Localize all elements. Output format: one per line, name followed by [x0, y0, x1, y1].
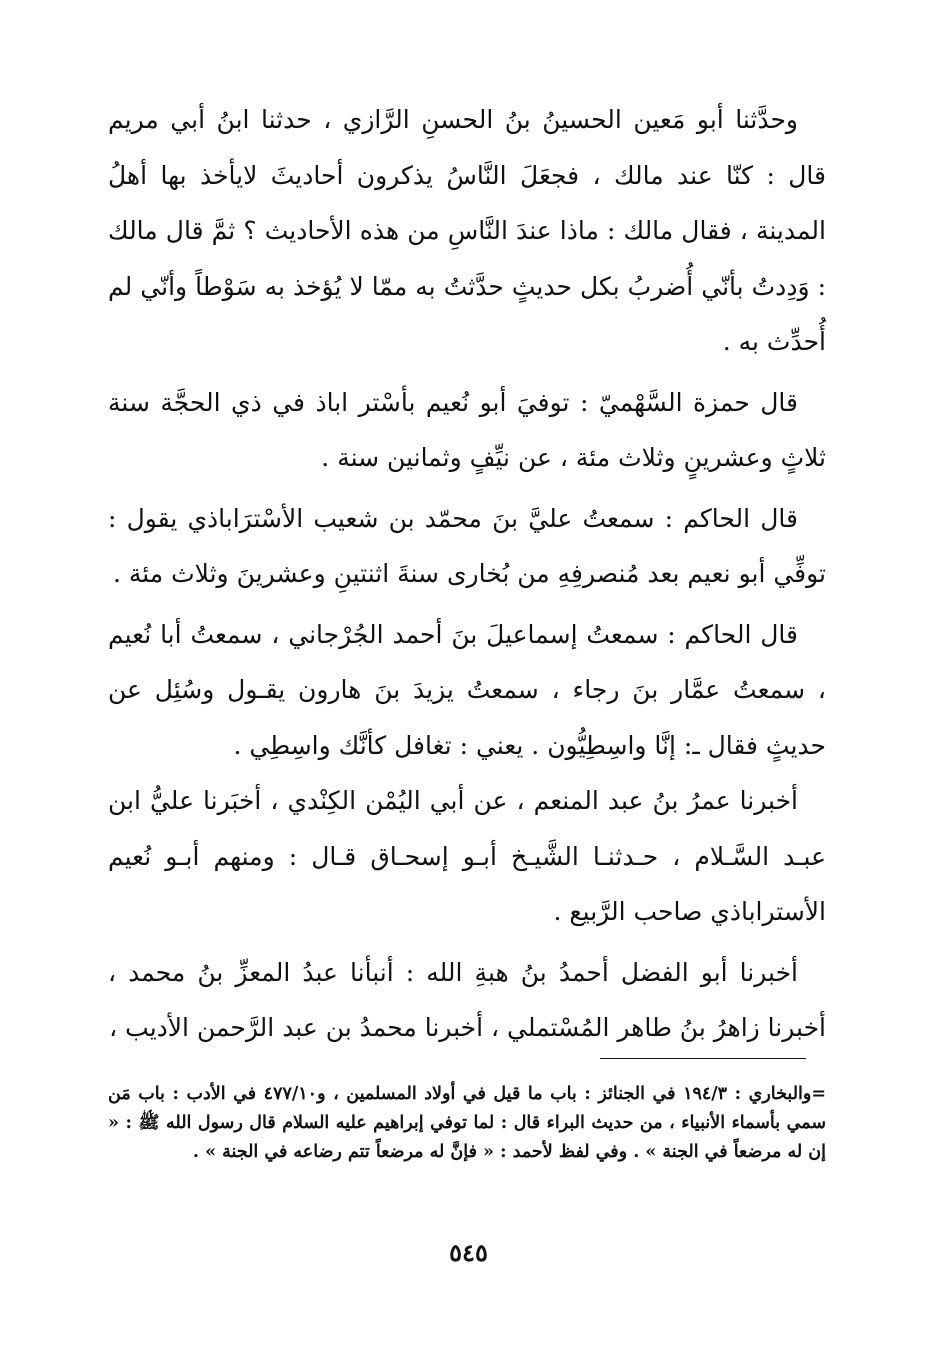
- paragraph-1: وحدَّثنا أبو مَعين الحسينُ بنُ الحسنِ الرَّازي ، حدثنا ابنُ أبي مريم قال : كنّا عند مالك ، فجعَلَ النَّاسُ يذكرون أحاديثَ لايأخذ بها أهلُ المدينة ، فقال مالك : ماذا عندَ النَّاسِ من هذه الأحاديث ؟ ثمَّ قال مالك : وَدِدتُ بأنّي أُضربُ بكل حديثٍ حدَّثتُ به ممّا لا يُؤخذ به سَوْطاً وأنّي لم أُحدِّث به .: [108, 105, 826, 356]
- main-text: [108, 92, 826, 1061]
- paragraph-3: قال الحاكم : سمعتُ عليَّ بنَ محمّد بن شعيب الأسْترَاباذي يقول : توفِّي أبو نعيم بعد مُنصرفِهِ من بُخارى سنةَ اثنتينِ وعشرينَ وثلاث مئة .: [108, 503, 826, 588]
- paragraph-2: قال حمزة السَّهْميّ : توفيَ أبو نُعيم بأسْتر اباذ في ذي الحجَّة سنة ثلاثٍ وعشرينٍ وثلاث مئة ، عن نيِّفٍ وثمانين سنة .: [108, 387, 826, 472]
- footnote-divider: [600, 1058, 806, 1059]
- page-number: ٥٤٥: [449, 1238, 488, 1267]
- paragraph-6: أخبرنا أبو الفضل أحمدُ بنُ هبةِ الله : أنبأنا عبدُ المعزِّ بنُ محمد ، أخبرنا زاهرُ بنُ طاهر المُسْتملي ، أخبرنا محمدُ بن عبد الرَّحمن الأديب ،: [108, 957, 826, 1042]
- footnote-continuation: =والبخاري : ١٩٤/٣ في الجنائز : باب ما قيل في أولاد المسلمين ، و٤٧٧/١٠ في الأدب : باب مَن سمي بأسماء الأنبياء ، من حديث البراء قال : لما توفي إبراهيم عليه السلام قال رسول الله ﷺ : « إن له مرضعاً في الجنة » . وفي لفظ لأحمد : « فإنَّ له مرضعاً تتم رضاعه في الجنة » .: [108, 1084, 826, 1162]
- footnotes: [108, 1080, 826, 1167]
- paragraph-4: قال الحاكم : سمعتُ إسماعيلَ بنَ أحمد الجُرْجاني ، سمعتُ أبا نُعيم ، سمعتُ عمَّار بنَ رجاء ، سمعتُ يزيدَ بنَ هارون يقـول وسُئِل عن حديثٍ فقال ـ: إنَّا واسِطِيُّون . يعني : تغافل كأنَّك واسِطِي .: [108, 619, 826, 760]
- paragraph-5: أخبرنا عمرُ بنُ عبد المنعم ، عن أبي اليُمْن الكِنْدي ، أخبَرنا عليُّ ابن عبـد السَّـلام ، حـدثنـا الشَّيـخ أبـو إسحـاق قـال : ومنهم أبـو نُعيم الأستراباذي صاحب الرَّبيع .: [108, 786, 826, 926]
